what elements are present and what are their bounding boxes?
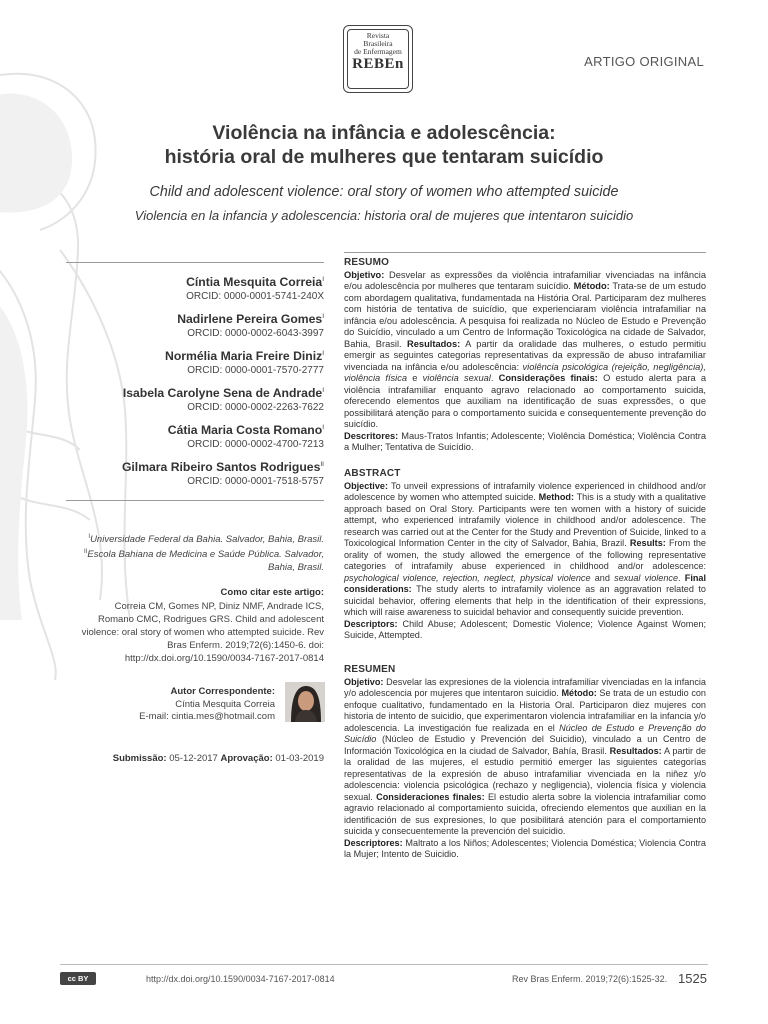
submission-label: Submissão: bbox=[112, 753, 167, 764]
author-name: Normélia Maria Freire Diniz$^I$ bbox=[165, 349, 324, 364]
submission-date: 05-12-2017 bbox=[169, 753, 218, 764]
logo-line: Brasileira bbox=[363, 39, 393, 48]
author-orcid[interactable]: ORCID: 0000-0002-4700-7213 bbox=[187, 439, 324, 451]
abstract-heading: ABSTRACT bbox=[344, 468, 401, 479]
page-number: 1525 bbox=[678, 971, 707, 986]
title-spanish: Violencia en la infancia y adolescencia: historia oral de mujeres que intentaron suicidio bbox=[134, 208, 634, 223]
cc-license-badge[interactable]: cc BY bbox=[60, 972, 96, 985]
title-line: Violência na infância e adolescência: bbox=[212, 122, 556, 144]
cite-heading: Como citar este artigo: bbox=[220, 587, 324, 598]
author-list bbox=[100, 272, 324, 494]
footer-doi-link[interactable]: http://dx.doi.org/10.1590/0034-7167-2017-0814 bbox=[146, 974, 335, 984]
author-orcid[interactable]: ORCID: 0000-0001-7570-2777 bbox=[187, 365, 324, 377]
cite-text: Correia CM, Gomes NP, Diniz NMF, Andrade ICS, Romano CMC, Rodrigues GRS. Child and adolescent violence: oral story of women who attempted suicide. Rev Bras Enferm. 2019;72(6):1450-6. doi: http://dx.doi.org/10.1590/0034-7167-2017-0814 bbox=[81, 601, 324, 664]
author-item bbox=[100, 457, 324, 488]
resumen-heading: RESUMEN bbox=[344, 664, 396, 675]
resumo-section bbox=[344, 257, 706, 454]
divider bbox=[344, 252, 706, 253]
divider bbox=[66, 500, 324, 501]
resumo-descriptors: Descritores: Maus-Tratos Infantis; Adolescente; Violência Doméstica; Violência Contra a Mulher; Tentativa de Suicídio. bbox=[344, 430, 706, 452]
affiliation-item: $^{II}$Escola Bahiana de Medicina e Saúde Pública. Salvador, Bahia, Brasil. bbox=[84, 549, 324, 574]
author-name: Nadirlene Pereira Gomes$^I$ bbox=[177, 312, 324, 327]
author-name: Cíntia Mesquita Correia$^I$ bbox=[186, 275, 324, 290]
author-orcid[interactable]: ORCID: 0000-0001-7518-5757 bbox=[187, 476, 324, 488]
author-name: Isabela Carolyne Sena de Andrade$^I$ bbox=[122, 386, 324, 401]
resumen-body: Objetivo: Desvelar las expresiones de la violencia intrafamiliar vivenciadas en la infancia y/o adolescencia por mujeres que intentaron suicidio. Método: Se trata de un estudio con enfoque cualitativo, fundamentado en la Historia Oral. Participaron diez mujeres con historia de intento de suicidio, que experimentaron violencia intrafamiliar en la infancia y/o adolescencia. La investigación fue realizada en el Núcleo de Estudo e Prevenção do Suicídio (Núcleo de Estudio y Prevención del Suicidio), vinculado a un Centro de Información Toxicológica en la ciudad de Salvador, Bahía, Brasil. Resultados: A partir de la oralidad de las mujeres, el estudio permitió emerger las siguientes categorías representativas de la expresión de abuso intrafamiliar vivenciada en la niñez y/o adolescencia: violencia psicológica (rechazo y negligencia), violencia física y violencia sexual. Consideraciones finales: El estudio alerta sobre la violencia intrafamiliar como agravio relacionado al comportamiento suicida, ofreciendo elementos que auxilian en la identificación de sus expresiones, lo que posibilitará atención para el comportamiento suicida y consecuentemente la prevención del suicidio. bbox=[344, 676, 706, 836]
corresponding-author bbox=[130, 686, 275, 724]
author-orcid[interactable]: ORCID: 0000-0002-2263-7622 bbox=[187, 402, 324, 414]
author-name: Gilmara Ribeiro Santos Rodrigues$^{II}$ bbox=[121, 460, 324, 475]
author-item bbox=[100, 420, 324, 451]
corresponding-name: Cíntia Mesquita Correia bbox=[175, 698, 275, 710]
author-item bbox=[100, 383, 324, 414]
author-name: Cátia Maria Costa Romano$^I$ bbox=[167, 423, 324, 438]
approval-label: Aprovação: bbox=[220, 753, 273, 764]
author-orcid[interactable]: ORCID: 0000-0002-6043-3997 bbox=[187, 328, 324, 340]
footer-divider bbox=[60, 964, 708, 965]
affiliations bbox=[80, 531, 324, 574]
logo-line: Revista bbox=[366, 31, 390, 40]
how-to-cite bbox=[80, 586, 324, 665]
section-label: ARTIGO ORIGINAL bbox=[584, 54, 704, 69]
author-item bbox=[100, 309, 324, 340]
article-title bbox=[90, 121, 678, 169]
approval-date: 01-03-2019 bbox=[275, 753, 324, 764]
resumo-body: Objetivo: Desvelar as expressões da violência intrafamiliar vivenciadas na infância e/ou adolescência por mulheres que tentaram suicídio. Método: Trata-se de um estudo com abordagem qualitativa, fundamentada na História Oral. Participaram dez mulheres com história de tentativa de suicídio, que experienciaram violência intrafamiliar na infância e/ou adolescência. A pesquisa foi realizada no Núcleo de Estudo e Prevenção do Suicídio, vinculado a um Centro de Informação Toxicológica na cidade de Salvador, Bahia, Brasil. Resultados: A partir da oralidade das mulheres, o estudo permitiu emergir as seguintes categorias representativas da expressão de abuso intrafamiliar vivenciada na infância e/ou adolescência: violência psicológica (rejeição, negligência), violência física e violência sexual. Considerações finais: O estudo alerta para a violência intrafamiliar enquanto agravo relacionado ao comportamento suicida, oferecendo elementos que auxiliam na identificação de suas expressões, o que possibilitará atenção para o comportamento suicida e consequentemente prevenção do suicídio. bbox=[344, 269, 706, 429]
resumen-section bbox=[344, 664, 706, 861]
title-english: Child and adolescent violence: oral story of women who attempted suicide bbox=[149, 184, 619, 200]
journal-logo bbox=[343, 25, 413, 93]
logo-mark: REBEn bbox=[352, 56, 404, 72]
submission-dates bbox=[80, 753, 324, 764]
affiliation-item: $^I$Universidade Federal da Bahia. Salvador, Bahia, Brasil. bbox=[88, 534, 324, 546]
resumo-heading: RESUMO bbox=[344, 257, 390, 268]
divider bbox=[66, 262, 324, 263]
abstract-section bbox=[344, 468, 706, 642]
abstract-descriptors: Descriptors: Child Abuse; Adolescent; Domestic Violence; Violence Against Women; Suicide, Attempted. bbox=[344, 618, 706, 640]
abstract-body: Objective: To unveil expressions of intrafamily violence experienced in childhood and/or adolescence by women who attempted suicide. Method: This is a study with a qualitative approach based on Oral Story. Participants were ten women with a history of suicide attempt, who experienced intrafamily violence in childhood and/or adolescence. The research was carried out at the Center for the Study and Prevention of Suicide, linked to a Toxicological Information Center in the city of Salvador, Bahia, Brazil. Results: From the orality of women, the study allowed the emergence of the following representative categories of intrafamily abuse experienced in childhood and/or adolescence: psychological violence, rejection, neglect, physical violence and sexual violence. Final considerations: The study alerts to intrafamily violence as an aggravation related to suicidal behavior, offering elements that help in the identification of their expressions, which will raise awareness to suicidal behavior and consequently suicide prevention. bbox=[344, 480, 706, 617]
resumen-descriptors: Descriptores: Maltrato a los Niños; Adolescentes; Violencia Doméstica; Violencia Contra la Mujer; Intento de Suicidio. bbox=[344, 837, 706, 859]
corresponding-email[interactable]: E-mail: cintia.mes@hotmail.com bbox=[139, 711, 275, 722]
corresponding-heading: Autor Correspondente: bbox=[170, 686, 275, 697]
author-item bbox=[100, 346, 324, 377]
author-photo bbox=[285, 682, 325, 722]
footer-journal-ref: Rev Bras Enferm. 2019;72(6):1525-32. bbox=[512, 974, 668, 984]
logo-line: de Enfermagem bbox=[354, 47, 402, 56]
title-line: história oral de mulheres que tentaram suicídio bbox=[164, 146, 604, 168]
author-item bbox=[100, 272, 324, 303]
author-orcid[interactable]: ORCID: 0000-0001-5741-240X bbox=[186, 291, 324, 303]
